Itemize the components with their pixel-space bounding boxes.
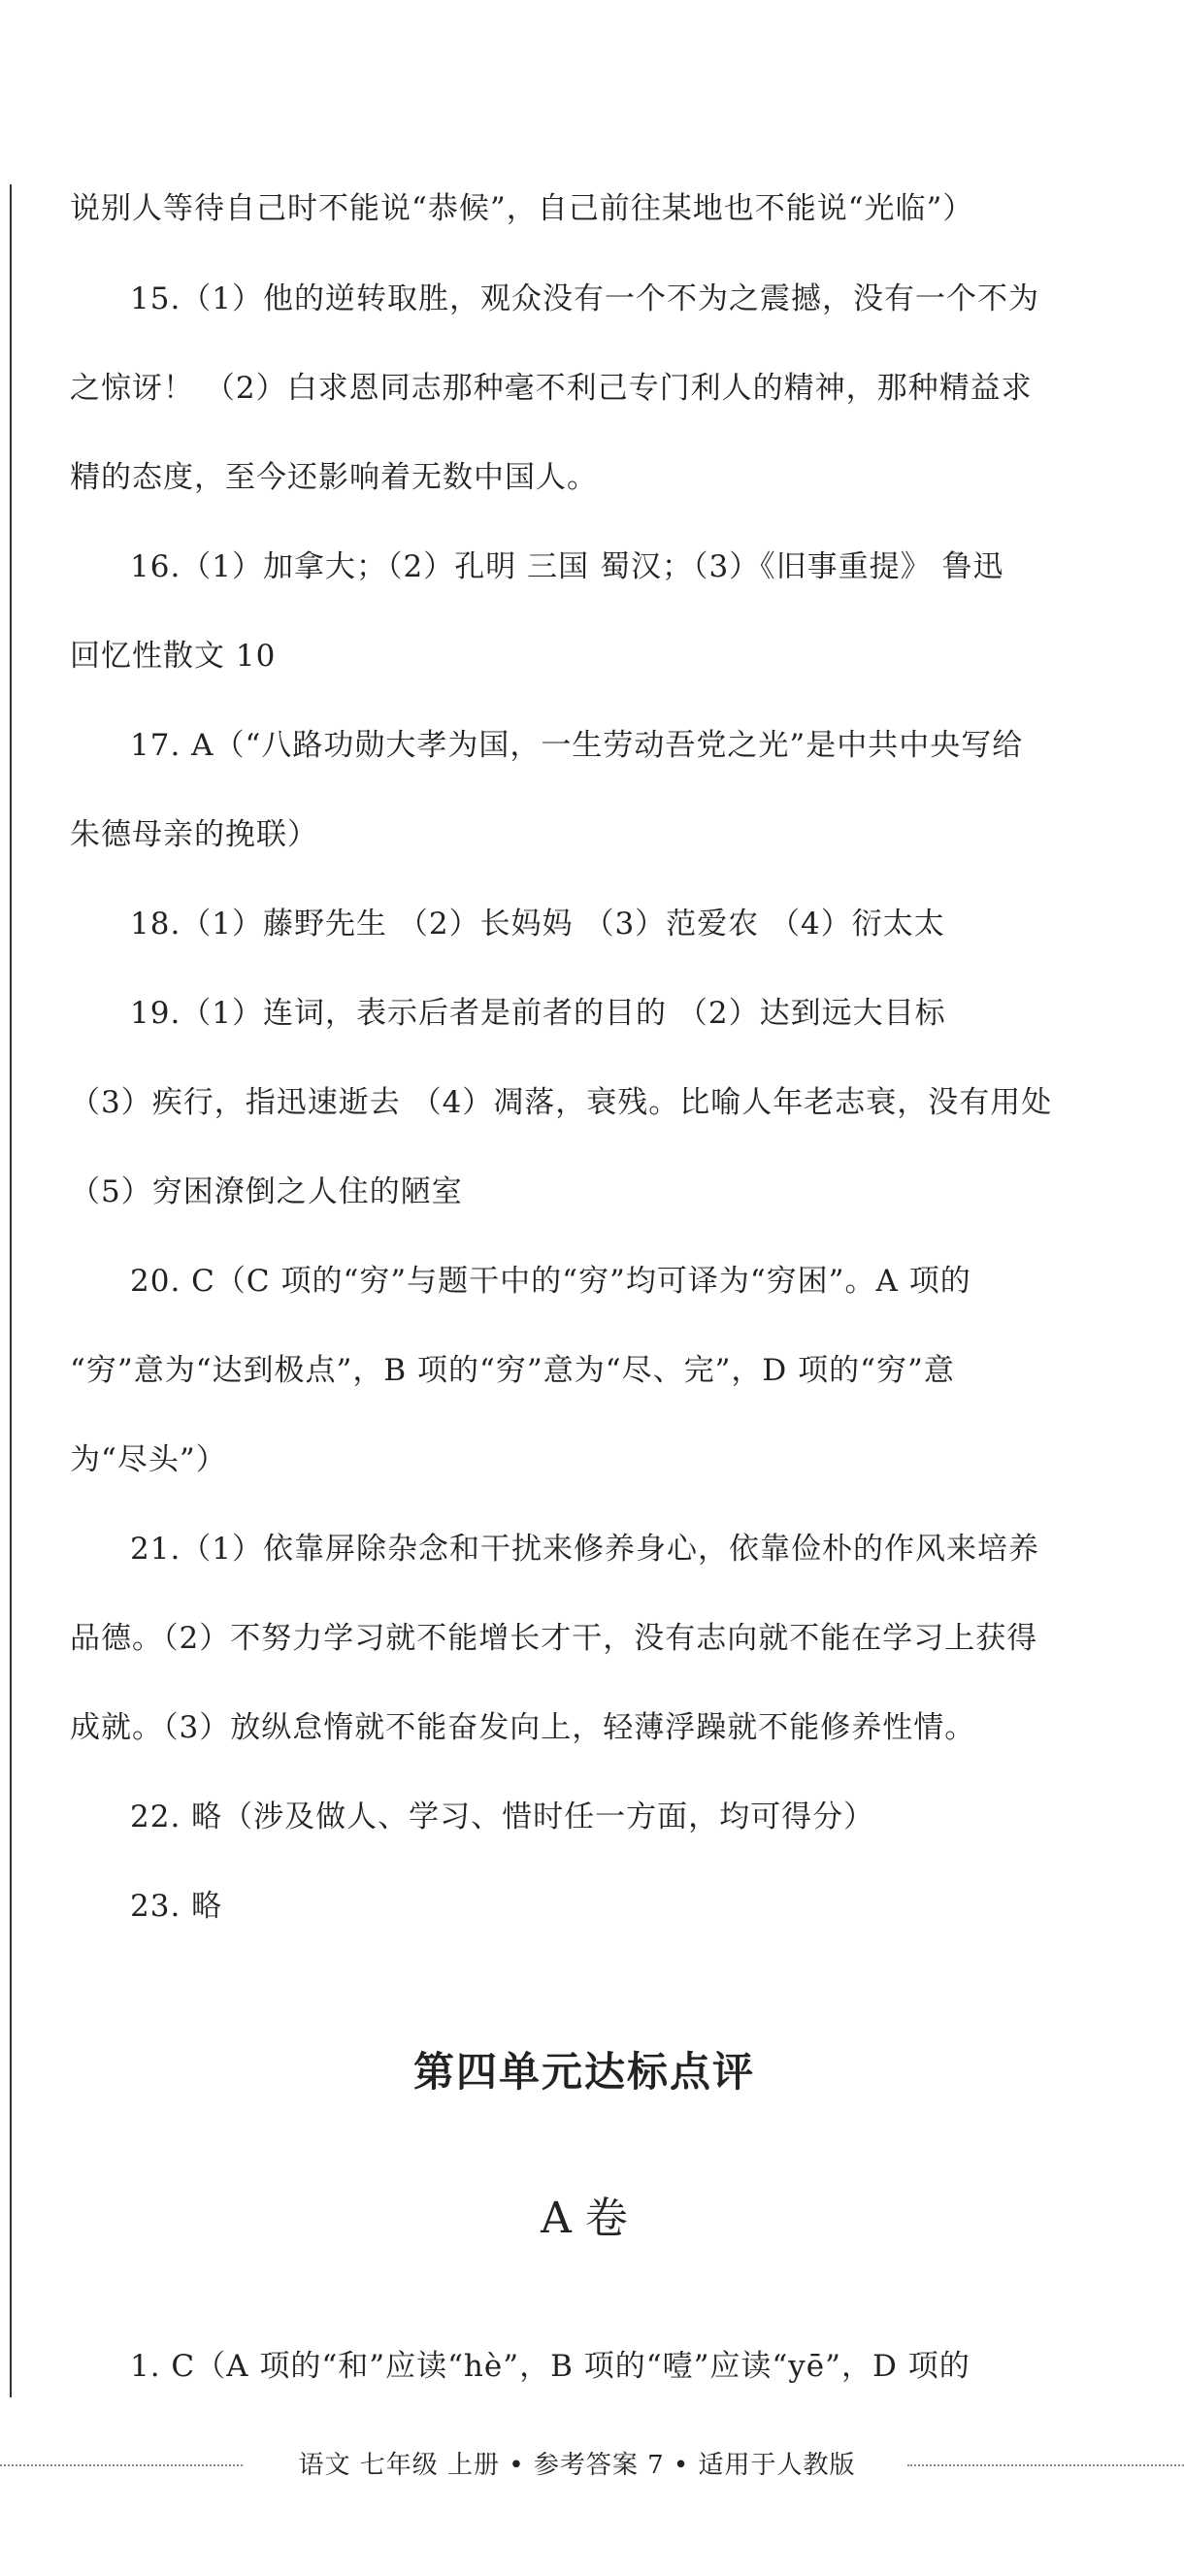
answer-19-line-3: （5）穷困潦倒之人住的陋室 (70, 1174, 463, 1209)
paper-subtitle: A 卷 (541, 2194, 628, 2243)
answer-19-line-2: （3）疾行，指迅速逝去 （4）凋落，衰残。比喻人年老志衰，没有用处 (70, 1085, 1053, 1120)
answer-16-line-2: 回忆性散文 10 (70, 639, 277, 674)
answer-15-line-2: 之惊讶！ （2）白求恩同志那种毫不利己专门利人的精神，那种精益求 (70, 371, 1033, 406)
answer-15-line-1: 15.（1）他的逆转取胜，观众没有一个不为之震撼，没有一个不为 (130, 281, 1040, 316)
answer-16-line-1: 16.（1）加拿大；（2）孔明 三国 蜀汉；（3）《旧事重提》 鲁迅 (130, 549, 1004, 584)
answer-23: 23. 略 (130, 1889, 223, 1924)
answer-21-line-2: 品德。（2）不努力学习就不能增长才干，没有志向就不能在学习上获得 (70, 1621, 1038, 1656)
left-margin-rule (10, 184, 12, 2397)
answer-17-line-1: 17. A（“八路功勋大孝为国，一生劳动吾党之光”是中共中央写给 (130, 728, 1024, 763)
answer-21-line-1: 21.（1）依靠屏除杂念和干扰来修养身心，依靠俭朴的作风来培养 (130, 1532, 1040, 1567)
answer-18: 18.（1）藤野先生 （2）长妈妈 （3）范爱农 （4）衍太太 (130, 907, 945, 941)
answer-15-line-3: 精的态度，至今还影响着无数中国人。 (70, 460, 598, 495)
footer-text: 语文 七年级 上册 • 参考答案 7 • 适用于人教版 (298, 2451, 856, 2480)
answer-19-line-1: 19.（1）连词，表示后者是前者的目的 （2）达到远大目标 (130, 996, 946, 1031)
section-title: 第四单元达标点评 (412, 2048, 755, 2096)
answer-20-line-3: 为“尽头”） (70, 1442, 227, 1477)
answer-17-line-2: 朱德母亲的挽联） (70, 817, 318, 852)
text-line-continuation: 说别人等待自己时不能说“恭候”，自己前往某地也不能说“光临”） (70, 191, 974, 226)
answer-20-line-2: “穷”意为“达到极点”，B 项的“穷”意为“尽、完”，D 项的“穷”意 (70, 1353, 955, 1388)
footer-dotted-rule-right (907, 2464, 1184, 2466)
page-footer (0, 2446, 1184, 2485)
answer-1-line-1: 1. C（A 项的“和”应读“hè”，B 项的“噎”应读“yē”，D 项的 (130, 2349, 970, 2384)
answer-20-line-1: 20. C（C 项的“穷”与题干中的“穷”均可译为“穷困”。A 项的 (130, 1264, 971, 1299)
answer-22: 22. 略（涉及做人、学习、惜时任一方面，均可得分） (130, 1800, 875, 1834)
footer-dotted-rule-left (0, 2464, 243, 2466)
answer-21-line-3: 成就。（3）放纵怠惰就不能奋发向上，轻薄浮躁就不能修养性情。 (70, 1710, 976, 1745)
